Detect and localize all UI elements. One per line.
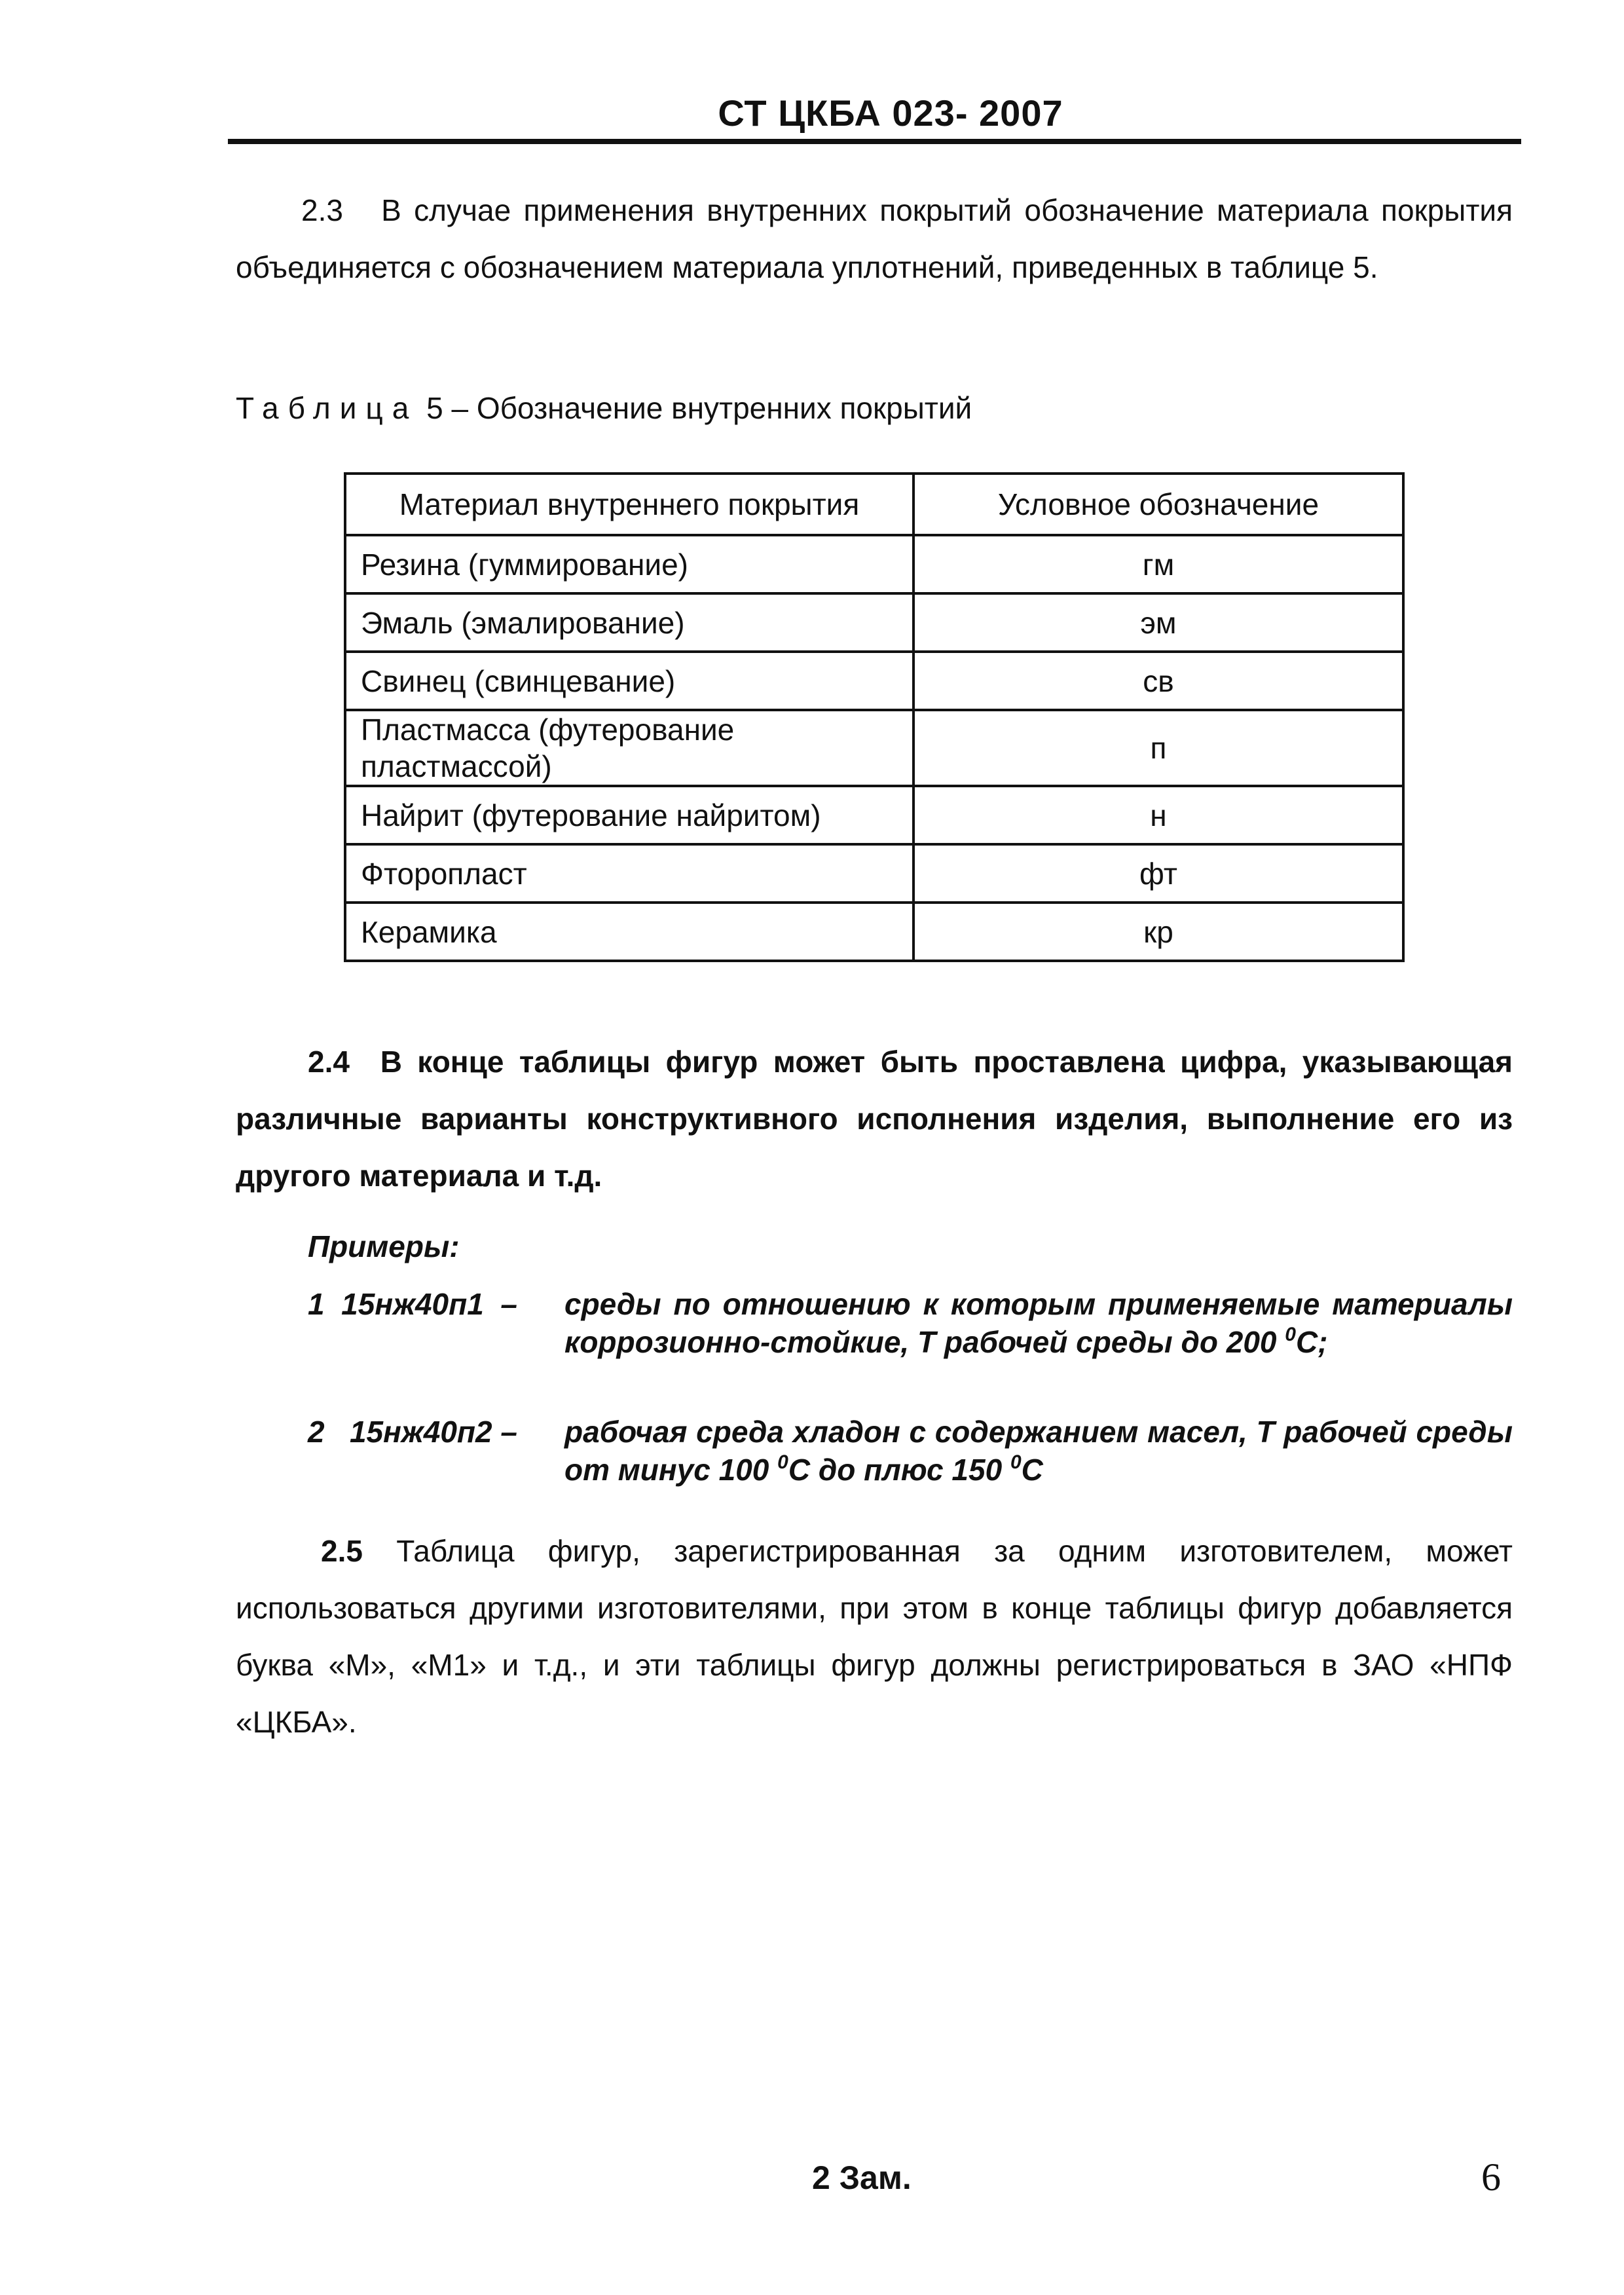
table-row: [345, 593, 1403, 652]
example-text: С: [1021, 1453, 1043, 1487]
example-text: рабочая среда хладон с содержанием масел, Т рабочей среды от минус 100: [564, 1415, 1513, 1487]
paragraph-text: В случае применения внутренних покрытий обозначение материала покрытия объединяется с обозначением материала уплотнений, приведенных в таблице 5.: [236, 193, 1513, 284]
example-code: 15нж40п2: [349, 1415, 492, 1449]
column-header-material: Материал внутреннего покрытия: [345, 474, 913, 535]
table-row: [345, 786, 1403, 844]
example-text: среды по отношению к которым применяемые материалы коррозионно-стойкие, Т рабочей среды до 200: [564, 1287, 1513, 1359]
paragraph-2-5: [236, 1523, 1513, 1751]
paragraph-2-4: [236, 1034, 1513, 1204]
column-header-code: Условное обозначение: [913, 474, 1403, 535]
table-row: [345, 535, 1403, 593]
page-number: 6: [1481, 2155, 1501, 2199]
example-designation: [308, 1285, 517, 1323]
table-header-row: [345, 474, 1403, 535]
table-row: [345, 652, 1403, 710]
material-cell: Керамика: [345, 903, 913, 961]
paragraph-text: Таблица фигур, зарегистрированная за одним изготовителем, может использоваться другими изготовителями, при этом в конце таблицы фигур добавляется буква «М», «М1» и т.д., и эти таблицы фигур должны регистрироваться в ЗАО «НПФ «ЦКБА».: [236, 1534, 1513, 1739]
example-description: [564, 1413, 1513, 1489]
code-cell: н: [913, 786, 1403, 844]
paragraph-number: 2.4: [308, 1045, 350, 1079]
table-row: [345, 710, 1403, 786]
coatings-table: [344, 472, 1405, 962]
code-cell: эм: [913, 593, 1403, 652]
table-row: [345, 903, 1403, 961]
example-text: С до плюс 150: [788, 1453, 1010, 1487]
example-code: 15нж40п1: [341, 1287, 484, 1321]
table-row: [345, 844, 1403, 903]
material-cell: Свинец (свинцевание): [345, 652, 913, 710]
paragraph-text: В конце таблицы фигур может быть проставлена цифра, указывающая различные варианты конструктивного исполнения изделия, выполнение его из другого материала и т.д.: [236, 1045, 1513, 1193]
material-cell: Резина (гуммирование): [345, 535, 913, 593]
table-caption: [236, 390, 972, 426]
paragraph-2-3: [236, 182, 1513, 296]
material-cell: Эмаль (эмалирование): [345, 593, 913, 652]
paragraph-number: 2.5: [321, 1534, 363, 1568]
table-caption-text: 5 – Обозначение внутренних покрытий: [426, 391, 972, 425]
paragraph-number: 2.3: [301, 193, 343, 227]
example-index: 2: [308, 1415, 325, 1449]
code-cell: кр: [913, 903, 1403, 961]
change-note: 2 Зам.: [812, 2159, 912, 2196]
code-cell: фт: [913, 844, 1403, 903]
code-cell: гм: [913, 535, 1403, 593]
code-cell: п: [913, 710, 1403, 786]
example-dash: –: [500, 1287, 517, 1321]
example-index: 1: [308, 1287, 325, 1321]
document-standard-code: СТ ЦКБА 023- 2007: [718, 92, 1063, 134]
degree-superscript: 0: [1285, 1324, 1296, 1345]
header-rule: [228, 139, 1521, 144]
degree-superscript: 0: [777, 1451, 788, 1473]
degree-superscript: 0: [1010, 1451, 1022, 1473]
table-caption-prefix: Таблица: [236, 391, 418, 425]
material-cell: Найрит (футерование найритом): [345, 786, 913, 844]
example-dash: –: [500, 1415, 517, 1449]
material-cell: Пластмасса (футерование пластмассой): [345, 710, 913, 786]
example-designation: [308, 1413, 517, 1451]
examples-heading: Примеры:: [308, 1229, 460, 1263]
example-text: С;: [1295, 1325, 1328, 1359]
example-description: [564, 1285, 1513, 1361]
code-cell: св: [913, 652, 1403, 710]
material-cell: Фторопласт: [345, 844, 913, 903]
